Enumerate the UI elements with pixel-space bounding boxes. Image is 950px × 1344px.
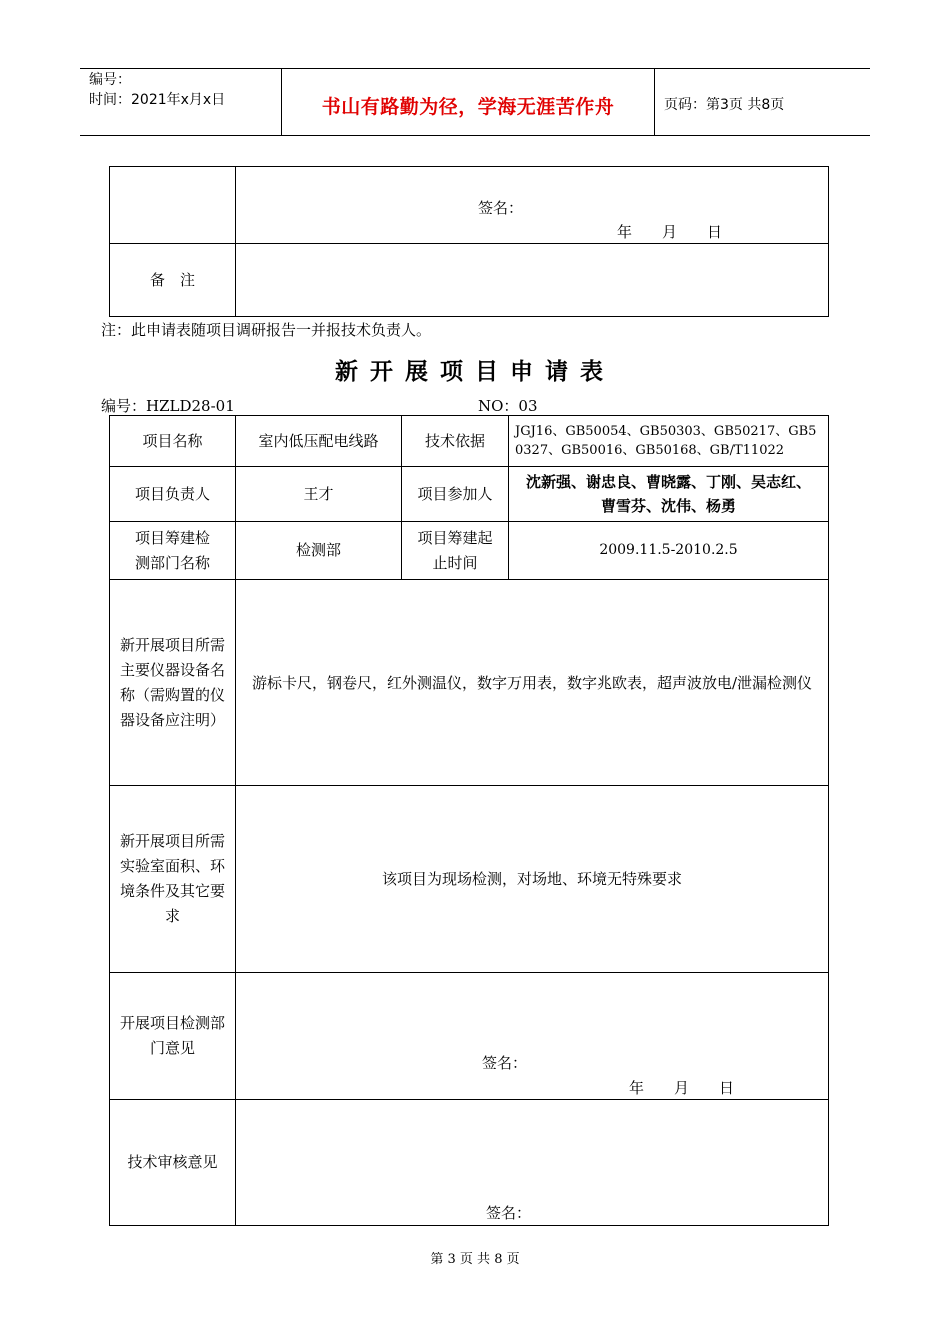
project-name-label: 项目名称 <box>142 431 203 450</box>
participants-label-cell <box>402 467 509 522</box>
leader-value: 王才 <box>303 484 334 503</box>
participants-label: 项目参加人 <box>417 484 493 503</box>
prev-sign-cell <box>236 167 829 244</box>
header-bottom-rule <box>80 135 870 136</box>
header-top-rule <box>80 68 870 69</box>
header-divider-right <box>654 68 655 136</box>
dept-opinion-label: 开展项目检测部门意见 <box>120 1014 226 1057</box>
dept-opinion-date: 年 月 日 <box>629 1079 735 1097</box>
application-form-table <box>109 415 829 1226</box>
dept-opinion-label-cell <box>110 973 236 1100</box>
project-name-label-cell <box>110 416 236 467</box>
remark-label: 备 注 <box>149 270 195 289</box>
dept-cell <box>236 522 402 580</box>
equipment-label: 新开展项目所需主要仪器设备名称（需购置的仪器设备应注明） <box>120 635 226 729</box>
form-note: 注：此申请表随项目调研报告一并报技术负责人。 <box>101 321 432 339</box>
period-cell <box>509 522 829 580</box>
tech-basis-label: 技术依据 <box>424 431 485 450</box>
header-number-label: 编号： <box>89 72 131 88</box>
tech-basis-value: JGJ16、GB50054、GB50303、GB50217、GB50327、GB50016、GB50168、GB/T11022 <box>515 424 817 458</box>
dept-opinion-cell <box>236 973 829 1100</box>
participants-value: 沈新强、谢忠良、曹晓露、丁刚、吴志红、曹雪芬、沈伟、杨勇 <box>525 473 811 515</box>
lab-cell <box>236 786 829 973</box>
header-motto: 书山有路勤为径，学海无涯苦作舟 <box>321 96 615 118</box>
form-no: NO：03 <box>478 397 538 415</box>
period-label-cell <box>402 522 509 580</box>
prev-empty-label-cell <box>110 167 236 244</box>
remark-label-cell <box>110 244 236 317</box>
leader-label: 项目负责人 <box>134 484 210 503</box>
form-code: 编号：HZLD28-01 <box>101 397 235 415</box>
lab-label: 新开展项目所需实验室面积、环境条件及其它要求 <box>120 832 226 925</box>
tech-review-label: 技术审核意见 <box>127 1153 218 1171</box>
period-label: 项目筹建起止时间 <box>417 528 493 572</box>
period-value: 2009.11.5-2010.2.5 <box>599 542 738 558</box>
prev-table <box>109 166 829 317</box>
tech-basis-cell <box>509 416 829 467</box>
equipment-value: 游标卡尺，钢卷尺，红外测温仪，数字万用表，数字兆欧表，超声波放电/泄漏检测仪 <box>251 673 813 692</box>
prev-sign-label: 签名： <box>478 199 524 217</box>
tech-review-label-cell <box>110 1100 236 1226</box>
equipment-cell <box>236 580 829 786</box>
project-name-cell <box>236 416 402 467</box>
dept-label-cell <box>110 522 236 580</box>
equipment-label-cell <box>110 580 236 786</box>
tech-basis-label-cell <box>402 416 509 467</box>
tech-review-cell <box>236 1100 829 1226</box>
tech-review-sign-label: 签名： <box>486 1204 532 1222</box>
dept-value: 检测部 <box>295 541 341 559</box>
header-time-label: 时间：2021年x月x日 <box>89 92 226 108</box>
header-page-info: 页码：第3页 共8页 <box>664 97 785 113</box>
dept-opinion-sign-label: 签名： <box>482 1054 528 1072</box>
leader-cell <box>236 467 402 522</box>
page-footer: 第 3 页 共 8 页 <box>430 1252 520 1267</box>
lab-label-cell <box>110 786 236 973</box>
dept-label: 项目筹建检测部门名称 <box>134 528 210 572</box>
leader-label-cell <box>110 467 236 522</box>
remark-value-cell <box>236 244 829 317</box>
prev-date-text: 年 月 日 <box>617 223 723 241</box>
participants-cell <box>509 467 829 522</box>
lab-value: 该项目为现场检测，对场地、环境无特殊要求 <box>381 870 682 888</box>
project-name-value: 室内低压配电线路 <box>258 431 379 450</box>
form-title: 新开展项目申请表 <box>335 358 615 385</box>
